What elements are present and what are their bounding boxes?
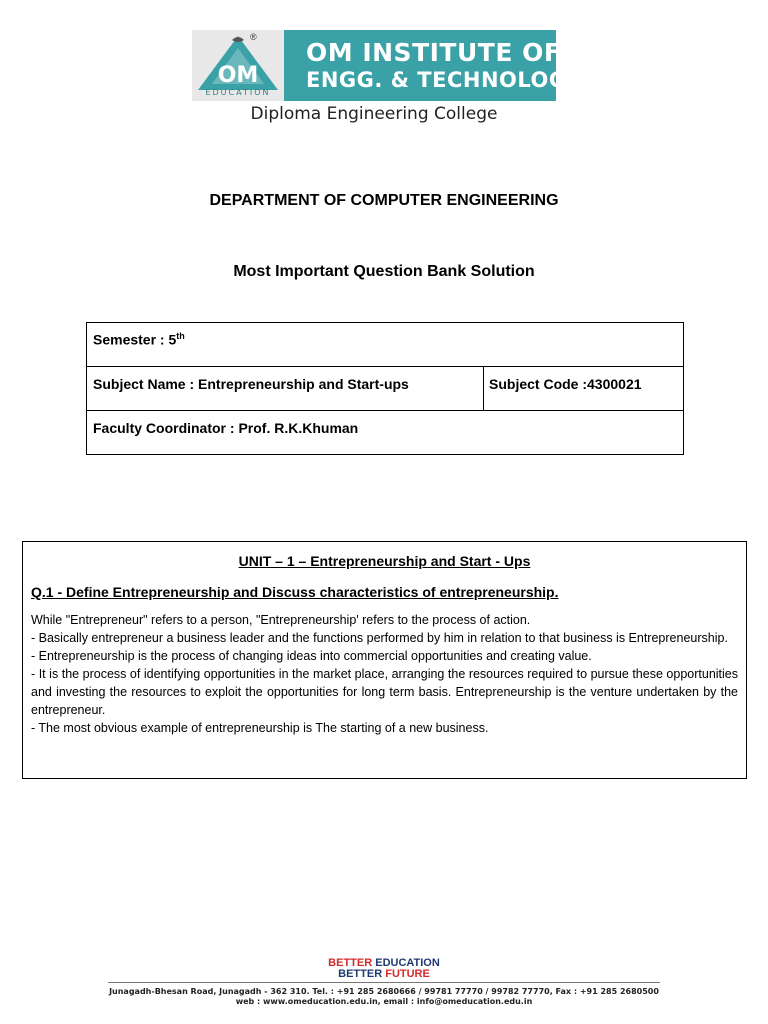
unit-title: UNIT – 1 – Entrepreneurship and Start - Ups xyxy=(238,553,531,569)
tagline-word: FUTURE xyxy=(385,968,430,980)
semester-label: Semester : 5 xyxy=(93,331,177,348)
document-title: Most Important Question Bank Solution xyxy=(233,263,535,280)
college-subtitle: Diploma Engineering College xyxy=(250,104,498,124)
question-heading: Q.1 - Define Entrepreneurship and Discuss characteristics of entrepreneurship. xyxy=(31,584,559,600)
faculty-cell: Faculty Coordinator : Prof. R.K.Khuman xyxy=(93,420,359,436)
subject-code-cell: Subject Code :4300021 xyxy=(489,376,642,392)
unit-content-box xyxy=(22,541,747,779)
answer-line: - Entrepreneurship is the process of changing ideas into commercial opportunities and creating value. xyxy=(31,649,592,663)
department-title: DEPARTMENT OF COMPUTER ENGINEERING xyxy=(209,192,559,209)
table-divider xyxy=(87,366,683,367)
answer-body xyxy=(31,611,738,737)
semester-cell xyxy=(93,331,185,348)
answer-line: - It is the process of identifying opportunities in the market place, arranging the resources required to pursue these opportunities and investing the resources to exploit the opportunities for long term basis. Entrepreneurship is the venture undertaken by the entrepreneur. xyxy=(31,667,738,717)
logo-education-text: EDUCATION xyxy=(205,88,271,97)
logo-om-text: OM xyxy=(217,63,259,88)
answer-line: - The most obvious example of entrepreneurship is The starting of a new business. xyxy=(31,721,489,735)
course-info-table xyxy=(86,322,684,455)
subject-name-cell: Subject Name : Entrepreneurship and Start-ups xyxy=(93,376,409,392)
om-logo-mark xyxy=(192,30,284,101)
institute-name-line1: OM INSTITUTE OF xyxy=(306,38,562,67)
institute-logo xyxy=(192,30,582,101)
institute-name-line2: ENGG. & TECHNOLOGY xyxy=(306,68,582,92)
footer-address: Junagadh-Bhesan Road, Junagadh - 362 310. Tel. : +91 285 2680666 / 99781 77770 / 99782 77770, Fax : +91 285 2680500 xyxy=(109,987,659,996)
answer-line: - Basically entrepreneur a business leader and the functions performed by him in relation to that business is Entrepreneurship. xyxy=(31,631,728,645)
footer-divider xyxy=(108,982,660,983)
registered-mark: ® xyxy=(250,32,257,42)
table-column-divider xyxy=(483,366,484,410)
footer-tagline-future xyxy=(0,968,768,980)
tagline-word: BETTER xyxy=(328,957,376,969)
table-divider xyxy=(87,410,683,411)
footer-contact: web : www.omeducation.edu.in, email : info@omeducation.edu.in xyxy=(235,997,533,1006)
answer-line: While "Entrepreneur" refers to a person, "Entrepreneurship' refers to the process of action. xyxy=(31,613,531,627)
tagline-word: EDUCATION xyxy=(375,957,440,969)
institute-banner xyxy=(284,30,582,101)
semester-suffix: th xyxy=(176,331,185,341)
tagline-word: BETTER xyxy=(338,968,386,980)
